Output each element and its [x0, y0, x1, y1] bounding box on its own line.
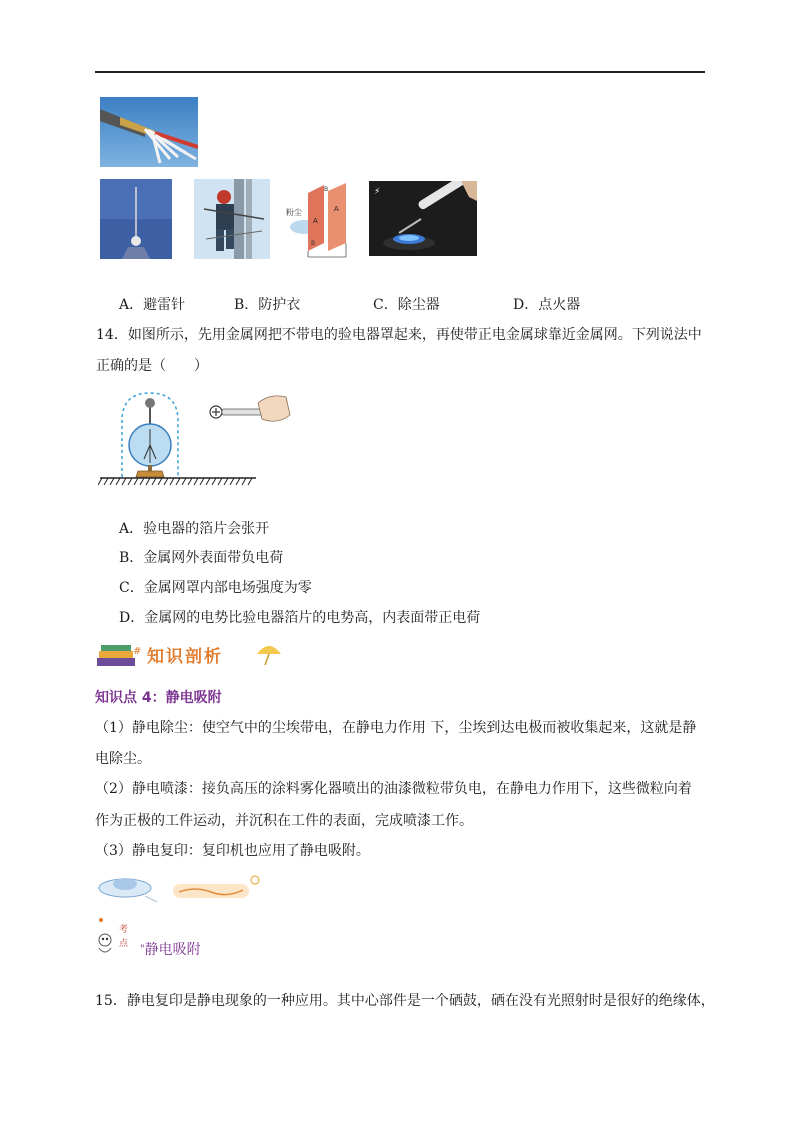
kaodian-quote-mark: ": [140, 944, 145, 955]
option-c: C．除尘器: [373, 297, 440, 313]
q14-stem-line2: 正确的是（ ）: [96, 358, 208, 374]
q14-option-a: A．验电器的箔片会张开: [119, 521, 270, 537]
q14-option-c: C．金属网罩内部电场强度为零: [119, 580, 312, 596]
option-b: B．防护衣: [234, 297, 301, 313]
cloud-ufo-illustration: [95, 866, 265, 908]
electroscope-diagram: [98, 385, 298, 491]
header-rule: [95, 71, 705, 73]
plate-label-b-bottom: B: [311, 240, 316, 247]
cable-photo: [100, 97, 198, 167]
umbrella-icon: [255, 642, 283, 666]
knowledge-banner: [95, 636, 295, 670]
plate-label-a-right: A: [334, 205, 339, 213]
knowledge-p3: （3）静电复印：复印机也应用了静电吸附。: [95, 843, 370, 859]
kaodian-char-2: 点: [119, 939, 129, 949]
knowledge-p1-line2: 电除尘。: [95, 751, 151, 767]
igniter-photo: [369, 181, 477, 256]
q15-line1: 15．静电复印是静电现象的一种应用。其中心部件是一个硒鼓，硒在没有光照射时是很好的绝缘体，: [95, 993, 715, 1009]
dust-collector-diagram: [284, 181, 356, 259]
books-icon: [95, 642, 141, 668]
kaodian-char-1: 考: [119, 925, 129, 935]
knowledge-point-title: 知识点 4：静电吸附: [95, 690, 222, 706]
kaodian-label: [140, 940, 201, 960]
lightning-rod-photo: [100, 179, 172, 259]
knowledge-p2-line1: （2）静电喷漆：接负高压的涂料雾化器喷出的油漆微粒带负电，在静电力作用下，这些微粒向着: [95, 781, 692, 797]
kaodian-label-text: 静电吸附: [144, 942, 201, 958]
q14-stem-line1: 14．如图所示，先用金属网把不带电的验电器罩起来，再使带正电金属球靠近金属网。下列说法中: [96, 327, 702, 343]
q14-option-b: B．金属网外表面带负电荷: [119, 550, 284, 566]
plate-label-b-top: B: [324, 186, 329, 193]
dust-label: 粉尘: [286, 208, 302, 217]
knowledge-banner-title: 知识剖析: [147, 647, 223, 667]
protective-suit-photo: [194, 179, 270, 259]
svg-text:#: #: [133, 646, 141, 657]
example-analysis-banner: [95, 866, 265, 908]
option-a: A．避雷针: [119, 297, 186, 313]
option-d: D．点火器: [513, 297, 581, 313]
kaodian-badge: [95, 914, 135, 960]
plate-label-a-left: A: [313, 217, 318, 225]
svg-text:⚡: ⚡: [374, 187, 381, 197]
q14-option-d: D．金属网的电势比验电器箔片的电势高，内表面带正电荷: [119, 610, 481, 626]
knowledge-p1-line1: （1）静电除尘：使空气中的尘埃带电，在静电力作用 下，尘埃到达电极而被收集起来，这就是静: [95, 720, 697, 736]
knowledge-p2-line2: 作为正极的工件运动，并沉积在工件的表面，完成喷漆工作。: [95, 813, 473, 829]
robot-icon: [95, 914, 135, 960]
